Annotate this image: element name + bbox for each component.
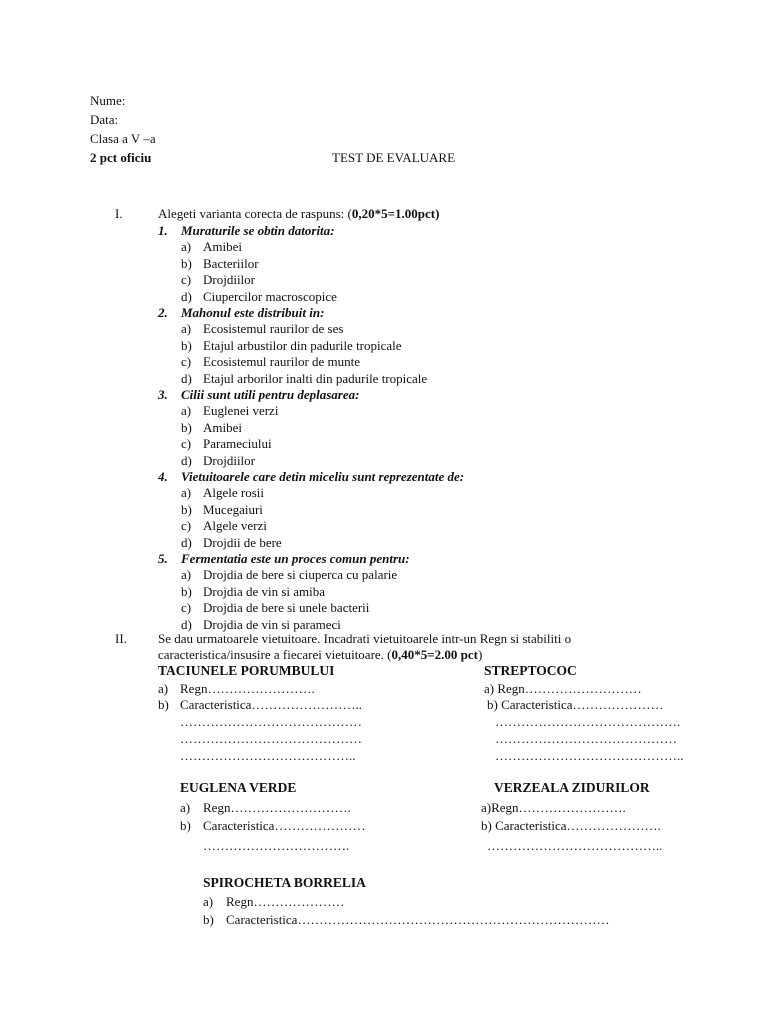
question-4-option-d-letter: d) [181, 535, 192, 550]
question-4-option-b-letter: b) [181, 502, 192, 517]
question-5-option-c-letter: c) [181, 600, 192, 615]
organism-5-name: SPIROCHETA BORRELIA [203, 875, 366, 890]
question-4-number: 4. [158, 469, 168, 484]
question-2-number: 2. [158, 305, 168, 320]
section-2-numeral: II. [115, 631, 127, 646]
organism-2-dots-2: …………………………………… [495, 731, 677, 746]
question-5-option-c-text: Drojdia de bere si unele bacterii [203, 600, 370, 615]
question-3-option-b-letter: b) [181, 420, 192, 435]
organism-4-regn: a)Regn……………………. [481, 800, 626, 815]
question-1-number: 1. [158, 223, 168, 238]
question-2-option-d-text: Etajul arborilor inalti din padurile tropicale [203, 371, 428, 386]
question-3-option-d-text: Drojdiilor [203, 453, 255, 468]
date-label: Data: [90, 112, 119, 127]
question-3-option-a-letter: a) [181, 403, 192, 418]
question-2-option-c-letter: c) [181, 354, 192, 369]
question-4-option-c-letter: c) [181, 518, 192, 533]
organism-3-name: EUGLENA VERDE [180, 780, 297, 795]
organism-1-regn: Regn……………………. [180, 681, 315, 696]
section-1-points: 0,20*5=1.00pct) [351, 206, 440, 221]
question-1-text: Muraturile se obtin datorita: [181, 223, 335, 238]
question-4-option-a-text: Algele rosii [203, 485, 265, 500]
name-label: Nume: [90, 93, 126, 108]
question-2-option-b-letter: b) [181, 338, 192, 353]
section-1-numeral: I. [115, 206, 123, 221]
question-4-option-a-letter: a) [181, 485, 192, 500]
organism-5-characteristic: Caracteristica……………………………………………………………… [226, 912, 610, 927]
organism-2-name: STREPTOCOC [484, 663, 577, 678]
organism-5-car-letter: b) [203, 912, 214, 927]
question-1-option-b-letter: b) [181, 256, 192, 271]
organism-3-car-letter: b) [180, 818, 191, 833]
organism-2-dots-3: …………………………………….. [495, 748, 684, 763]
question-1-option-d-letter: d) [181, 289, 192, 304]
question-5-option-d-text: Drojdia de vin si parameci [203, 617, 341, 632]
points-label: 2 pct oficiu [90, 150, 152, 165]
question-3-number: 3. [158, 387, 168, 402]
question-1-option-c-letter: c) [181, 272, 192, 287]
organism-4-characteristic: b) Caracteristica…………………. [481, 818, 661, 833]
organism-2-dots-1: ……………………………………. [495, 714, 681, 729]
organism-5-regn: Regn………………… [226, 894, 345, 909]
organism-4-dots-1: ………………………………….. [487, 838, 663, 853]
question-5-text: Fermentatia este un proces comun pentru: [181, 551, 410, 566]
question-5-option-a-text: Drojdia de bere si ciuperca cu palarie [203, 567, 398, 582]
question-1-option-a-letter: a) [181, 239, 192, 254]
question-3-text: Cilii sunt utili pentru deplasarea: [181, 387, 360, 402]
question-2-option-c-text: Ecosistemul raurilor de munte [203, 354, 361, 369]
organism-1-dots-2: …………………………………… [180, 731, 362, 746]
section-2-intro-end: ) [478, 647, 483, 662]
question-1-option-c-text: Drojdiilor [203, 272, 255, 287]
question-4-option-d-text: Drojdii de bere [203, 535, 282, 550]
section-2-points: 0,40*5=2.00 pct [391, 647, 479, 662]
question-4-text: Vietuitoarele care detin miceliu sunt reprezentate de: [181, 469, 465, 484]
organism-1-dots-1: …………………………………… [180, 714, 362, 729]
question-2-option-a-letter: a) [181, 321, 192, 336]
organism-3-regn-letter: a) [180, 800, 191, 815]
question-4-option-c-text: Algele verzi [203, 518, 267, 533]
question-3-option-b-text: Amibei [203, 420, 242, 435]
organism-1-regn-letter: a) [158, 681, 169, 696]
question-1-option-b-text: Bacteriilor [203, 256, 259, 271]
question-4-option-b-text: Mucegaiuri [203, 502, 263, 517]
section-1-intro [158, 206, 439, 222]
organism-2-characteristic: b) Caracteristica………………… [487, 697, 664, 712]
organism-3-dots-1: ……………………………. [203, 838, 350, 853]
organism-1-car-letter: b) [158, 697, 169, 712]
organism-1-dots-3: ………………………………….. [180, 748, 356, 763]
organism-1-characteristic: Caracteristica…………………….. [180, 697, 362, 712]
question-2-option-b-text: Etajul arbustilor din padurile tropicale [203, 338, 402, 353]
organism-3-regn: Regn………………………. [203, 800, 351, 815]
organism-4-name: VERZEALA ZIDURILOR [494, 780, 650, 795]
section-2-intro-line1: Se dau urmatoarele vietuitoare. Incadrati vietuitoarele intr-un Regn si stabiliti o [158, 631, 572, 646]
question-5-number: 5. [158, 551, 168, 566]
question-3-option-a-text: Euglenei verzi [203, 403, 279, 418]
section-2-intro-line2 [158, 647, 482, 663]
question-5-option-d-letter: d) [181, 617, 192, 632]
question-1-option-d-text: Ciupercilor macroscopice [203, 289, 337, 304]
question-2-text: Mahonul este distribuit in: [181, 305, 325, 320]
organism-5-regn-letter: a) [203, 894, 214, 909]
question-2-option-d-letter: d) [181, 371, 192, 386]
section-2-intro-text: caracteristica/insusire a fiecarei vietuitoare. ( [158, 647, 392, 662]
question-5-option-b-text: Drojdia de vin si amiba [203, 584, 326, 599]
question-3-option-d-letter: d) [181, 453, 192, 468]
test-title: TEST DE EVALUARE [332, 150, 456, 165]
section-1-intro-text: Alegeti varianta corecta de raspuns: ( [158, 206, 352, 221]
question-3-option-c-text: Parameciului [203, 436, 272, 451]
organism-2-regn: a) Regn……………………… [484, 681, 642, 696]
question-5-option-a-letter: a) [181, 567, 192, 582]
question-5-option-b-letter: b) [181, 584, 192, 599]
class-label: Clasa a V –a [90, 131, 156, 146]
question-2-option-a-text: Ecosistemul raurilor de ses [203, 321, 344, 336]
organism-1-name: TACIUNELE PORUMBULUI [158, 663, 335, 678]
question-3-option-c-letter: c) [181, 436, 192, 451]
organism-3-characteristic: Caracteristica………………… [203, 818, 366, 833]
question-1-option-a-text: Amibei [203, 239, 242, 254]
